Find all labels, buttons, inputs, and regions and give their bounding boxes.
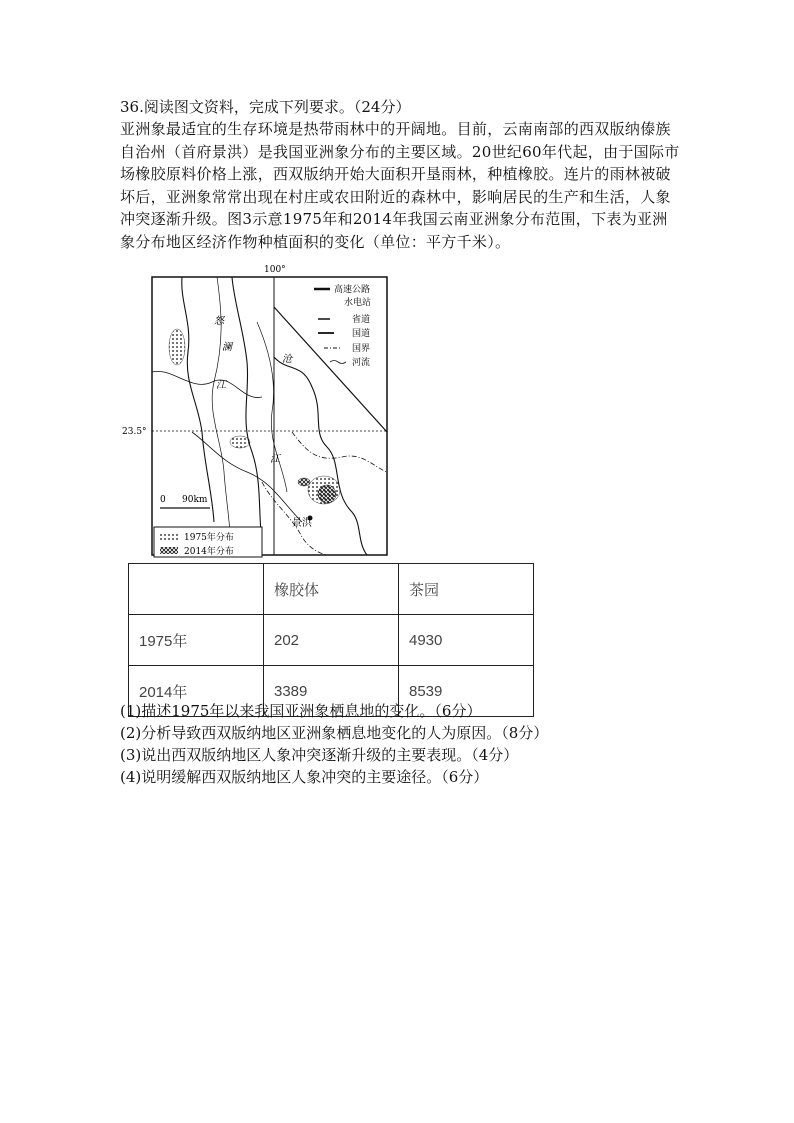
- table-cell: 8539: [399, 666, 534, 717]
- table-cell: 1975年: [129, 615, 264, 666]
- table-cell: 202: [264, 615, 399, 666]
- distribution-2014-area: [298, 478, 310, 486]
- table-header-row: [129, 564, 534, 615]
- city-label: 景洪: [292, 518, 312, 529]
- question-paragraph: 亚洲象最适宜的生存环境是热带雨林中的开阔地。目前，云南南部的西双版纳傣族自治州（首府景洪）是我国亚洲象分布的主要区域。20世纪60年代起，由于国际市场橡胶原料价格上涨，西双版纳开始大面积开垦雨林，种植橡胶。连片的雨林被破坏后，亚洲象常常出现在村庄或农田附近的森林中，影响居民的生产和生活，人象冲突逐渐升级。图3示意1975年和2014年我国云南亚洲象分布范围，下表为亚洲象分布地区经济作物种植面积的变化（单位：平方千米）。: [120, 120, 680, 251]
- scale-label: 90km: [182, 495, 208, 505]
- svg-text:高速公路: 高速公路: [334, 285, 371, 295]
- sub-question: (2)分析导致西双版纳地区亚洲象栖息地变化的人为原因。（8分）: [120, 724, 549, 742]
- distribution-1975-area: [230, 436, 250, 448]
- table-cell: 2014年: [129, 666, 264, 717]
- sub-questions: [120, 700, 548, 788]
- river-label: 江: [216, 380, 226, 391]
- elephant-distribution-map: [122, 262, 388, 557]
- svg-text:2014年分布: 2014年分布: [184, 547, 234, 557]
- svg-text:1975年分布: 1975年分布: [184, 533, 234, 543]
- svg-text:省道: 省道: [352, 315, 371, 325]
- distribution-2014-area: [318, 485, 336, 503]
- distribution-1975-area: [169, 329, 185, 365]
- table-cell: 茶园: [399, 564, 534, 615]
- table-cell: 橡胶体: [264, 564, 399, 615]
- river-label: 澜: [222, 342, 232, 353]
- table-row: [129, 615, 534, 666]
- svg-text:国界: 国界: [352, 344, 371, 354]
- river-label: 沧: [282, 354, 292, 365]
- table-cell: [129, 564, 264, 615]
- sub-question: (4)说明缓解西双版纳地区人象冲突的主要途径。（6分）: [120, 768, 489, 786]
- svg-text:水电站: 水电站: [344, 298, 372, 308]
- table-cell: 4930: [399, 615, 534, 666]
- latitude-label: 23.5°: [122, 427, 147, 437]
- longitude-label: 100°: [264, 265, 286, 275]
- distribution-legend: [154, 527, 262, 557]
- sub-question: (1)描述1975年以来我国亚洲象栖息地的变化。（6分）: [120, 702, 482, 720]
- river-label: 怒: [214, 316, 224, 327]
- crop-area-table: [128, 563, 534, 717]
- question-title: 36.阅读图文资料，完成下列要求。（24分）: [120, 98, 411, 116]
- table-cell: 3389: [264, 666, 399, 717]
- svg-text:国道: 国道: [352, 329, 371, 339]
- river-label: 江: [270, 454, 280, 465]
- sub-question: (3)说出西双版纳地区人象冲突逐渐升级的主要表现。（4分）: [120, 746, 519, 764]
- crop-area-table-wrapper: [120, 560, 550, 701]
- scale-zero: 0: [160, 495, 166, 505]
- svg-text:河流: 河流: [352, 358, 371, 368]
